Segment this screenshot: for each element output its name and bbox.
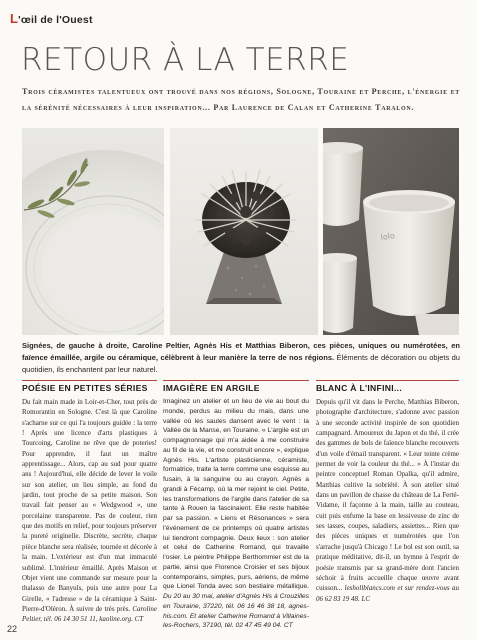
porcelain-plate-image [22, 128, 164, 335]
clay-sculpture-image [170, 128, 318, 335]
caption-regular: Éléments de décoration ou objets du quotidien, ils enchantent par leur naturel. [22, 353, 460, 374]
caption-bold: Signées, de gauche à droite, Caroline Peltier, Agnès His et Matthias Biberon, ces pièces, uniques ou numérotées, en faïence émaillée, argile ou céramique, célèbrent à leur manière la terre de nos régions. [22, 341, 460, 362]
column-credit: leshollblancs.com et sur rendez-vous au 06 62 83 19 48. LC [316, 584, 459, 603]
column-body: Depuis qu'il vit dans le Perche, Matthias Biberon, photographe d'architecture, s'adonne avec passion à une seconde activité inspirée de son quotidien campagnard. Amoureux du Japon et du thé, il crée des gammes de bols de faïence blanche recouverts d'un voile d'émail transparent. « Leur teinte crème permet de voir la couleur du thé... » À l'instar du peintre conceptuel Roman Opalka, qu'il admire, Matthias cultive la sobriété. À son atelier situé dans un pavillon de chasse du château de La Ferté-Vidame, il façonne à la main, taille au couteau, cuit puis enfume la base en lessiveuse de zinc de ses tasses, coupes, saladiers, assiettes... Rien que des pièces uniques et numérotées que l'on s'arrache jusqu'à Chicago ! Le bol est son outil, sa pratique méditative, dit-il, un hymne à l'esprit de poésie transmis par sa grand-mère dont l'ancien séchoir à fruits accueille chaque œuvre avant cuisson... leshollblancs.com et sur rendez-vous au 06 62 83 19 48. LC [316, 398, 459, 603]
photo-clay-sculpture [170, 128, 318, 335]
column-heading: IMAGIÈRE EN ARGILE [163, 383, 260, 393]
column-body: Imaginez un atelier et un lieu de vie au bout du monde, perdus au milieu du mais, dans une vallée où les saules dansent avec le vent : la Vallée de la Manse, en Touraine. « L'argile est un compagnonnage qui m'a aidée à me construire au fil de la vie, et me construit encore », explique Agnès His. L'artiste plasticienne, céramiste, formatrice, traite la terre comme une esquisse au fusain, à la sanguine ou au crayon. Agnès a grandi à Fécamp, où la mer rejoint le ciel. Petite, les transformations de l'argile dans l'atelier de sa tante à Rouen la fascinaient. Elle reste habitée par sa passion. « Liens et Résonances » sera l'événement de ce printemps où quatre artistes lui tiendront compagnie. Deux lieux : son atelier et celui de Catherine Romand, qui travaille l'osier. Le peintre Philippe Berthommier est de la partie, ainsi que Florence Croisier et ses bijoux contemporains, simples, purs, aériens, de même que Lionel Tonda avec son bestiaire métallique. Du 20 au 30 mai, atelier d'Agnès His à Crouzilles en Touraine, 37220, tél. 06 16 46 38 18, agnes-his.com. Et atelier Catherine Romand à Villaines-les-Rochers, 37190, tél. 02 47 45 49 04. CT [163, 398, 309, 630]
section-tag-initial: L [10, 11, 19, 26]
column-body: Du fait main made in Loir-et-Cher, tout près de Romorantin en Sologne. C'est là que Caroline s'acharne sur ce qui l'a toujours guidée : la terre ! Après une licence d'arts plastiques à Tourcoing, Caroline ne rêve que de poteries! Pour apprendre, il faut un maître apprentissage... Alors, cap au sud pour quatre ans ! Aujourd'hui, elle décide de lever le voile sur son atelier, un lieu simple, au fond du jardin, tout proche de sa petite maison. Son travail fait penser au « Wedgwood », une porcelaine transparente. Pas de couleur, rien que des motifs en relief, pour toujours préserver la pureté originelle. Discrète, secrète, chaque pièce blanche sera réalisée, tournée et décorée à la main. L'extérieur est d'un mat immaculé sublimé. L'intérieur émaillé. Après Maison et Objet vient une commande sur mesure pour la thalasso de Banyuls, puis une autre pour La Girelle, « l'adresse » de la céramique à Saint-Pierre-d'Oléron. À suivre de très près. Caroline Peltier, tél. 06 14 30 51 11, kaoline.org. CT [22, 398, 157, 624]
page-title: RETOUR À LA TERRE [21, 42, 350, 78]
svg-text:lolo: lolo [380, 231, 396, 242]
photo-caption [22, 340, 460, 376]
intro-standfirst: Trois céramistes talentueux ont trouvé dans nos régions, Sologne, Touraine et Perche, l'énergie et la sérénité nécessaires à leur inspiration... Par Laurence de Calan et Catherine Taralon. [22, 87, 460, 112]
column-credit: Caroline Peltier, tél. 06 14 30 51 11, kaoline.org. CT [22, 604, 157, 624]
column-heading: POÉSIE EN PETITES SÉRIES [22, 383, 148, 393]
column-heading: BLANC À L'INFINI... [316, 383, 403, 393]
photo-white-bowls [323, 128, 459, 335]
white-bowls-image [323, 128, 459, 335]
column-credit: Du 20 au 30 mai, atelier d'Agnès His à Crouzilles en Touraine, 37220, tél. 06 16 46 38 18, agnes-his.com. Et atelier Catherine Romand à Villaines-les-Rochers, 37190, tél. 02 47 45 49 04. CT [163, 593, 309, 630]
article-column-imagiere [163, 380, 309, 633]
article-column-poesie [22, 380, 157, 633]
article-column-blanc [316, 380, 459, 633]
photo-porcelain-plate [22, 128, 164, 335]
page-number: 22 [7, 624, 18, 634]
section-tag [10, 11, 93, 26]
section-tag-text: 'œil de l'Ouest [18, 14, 93, 26]
